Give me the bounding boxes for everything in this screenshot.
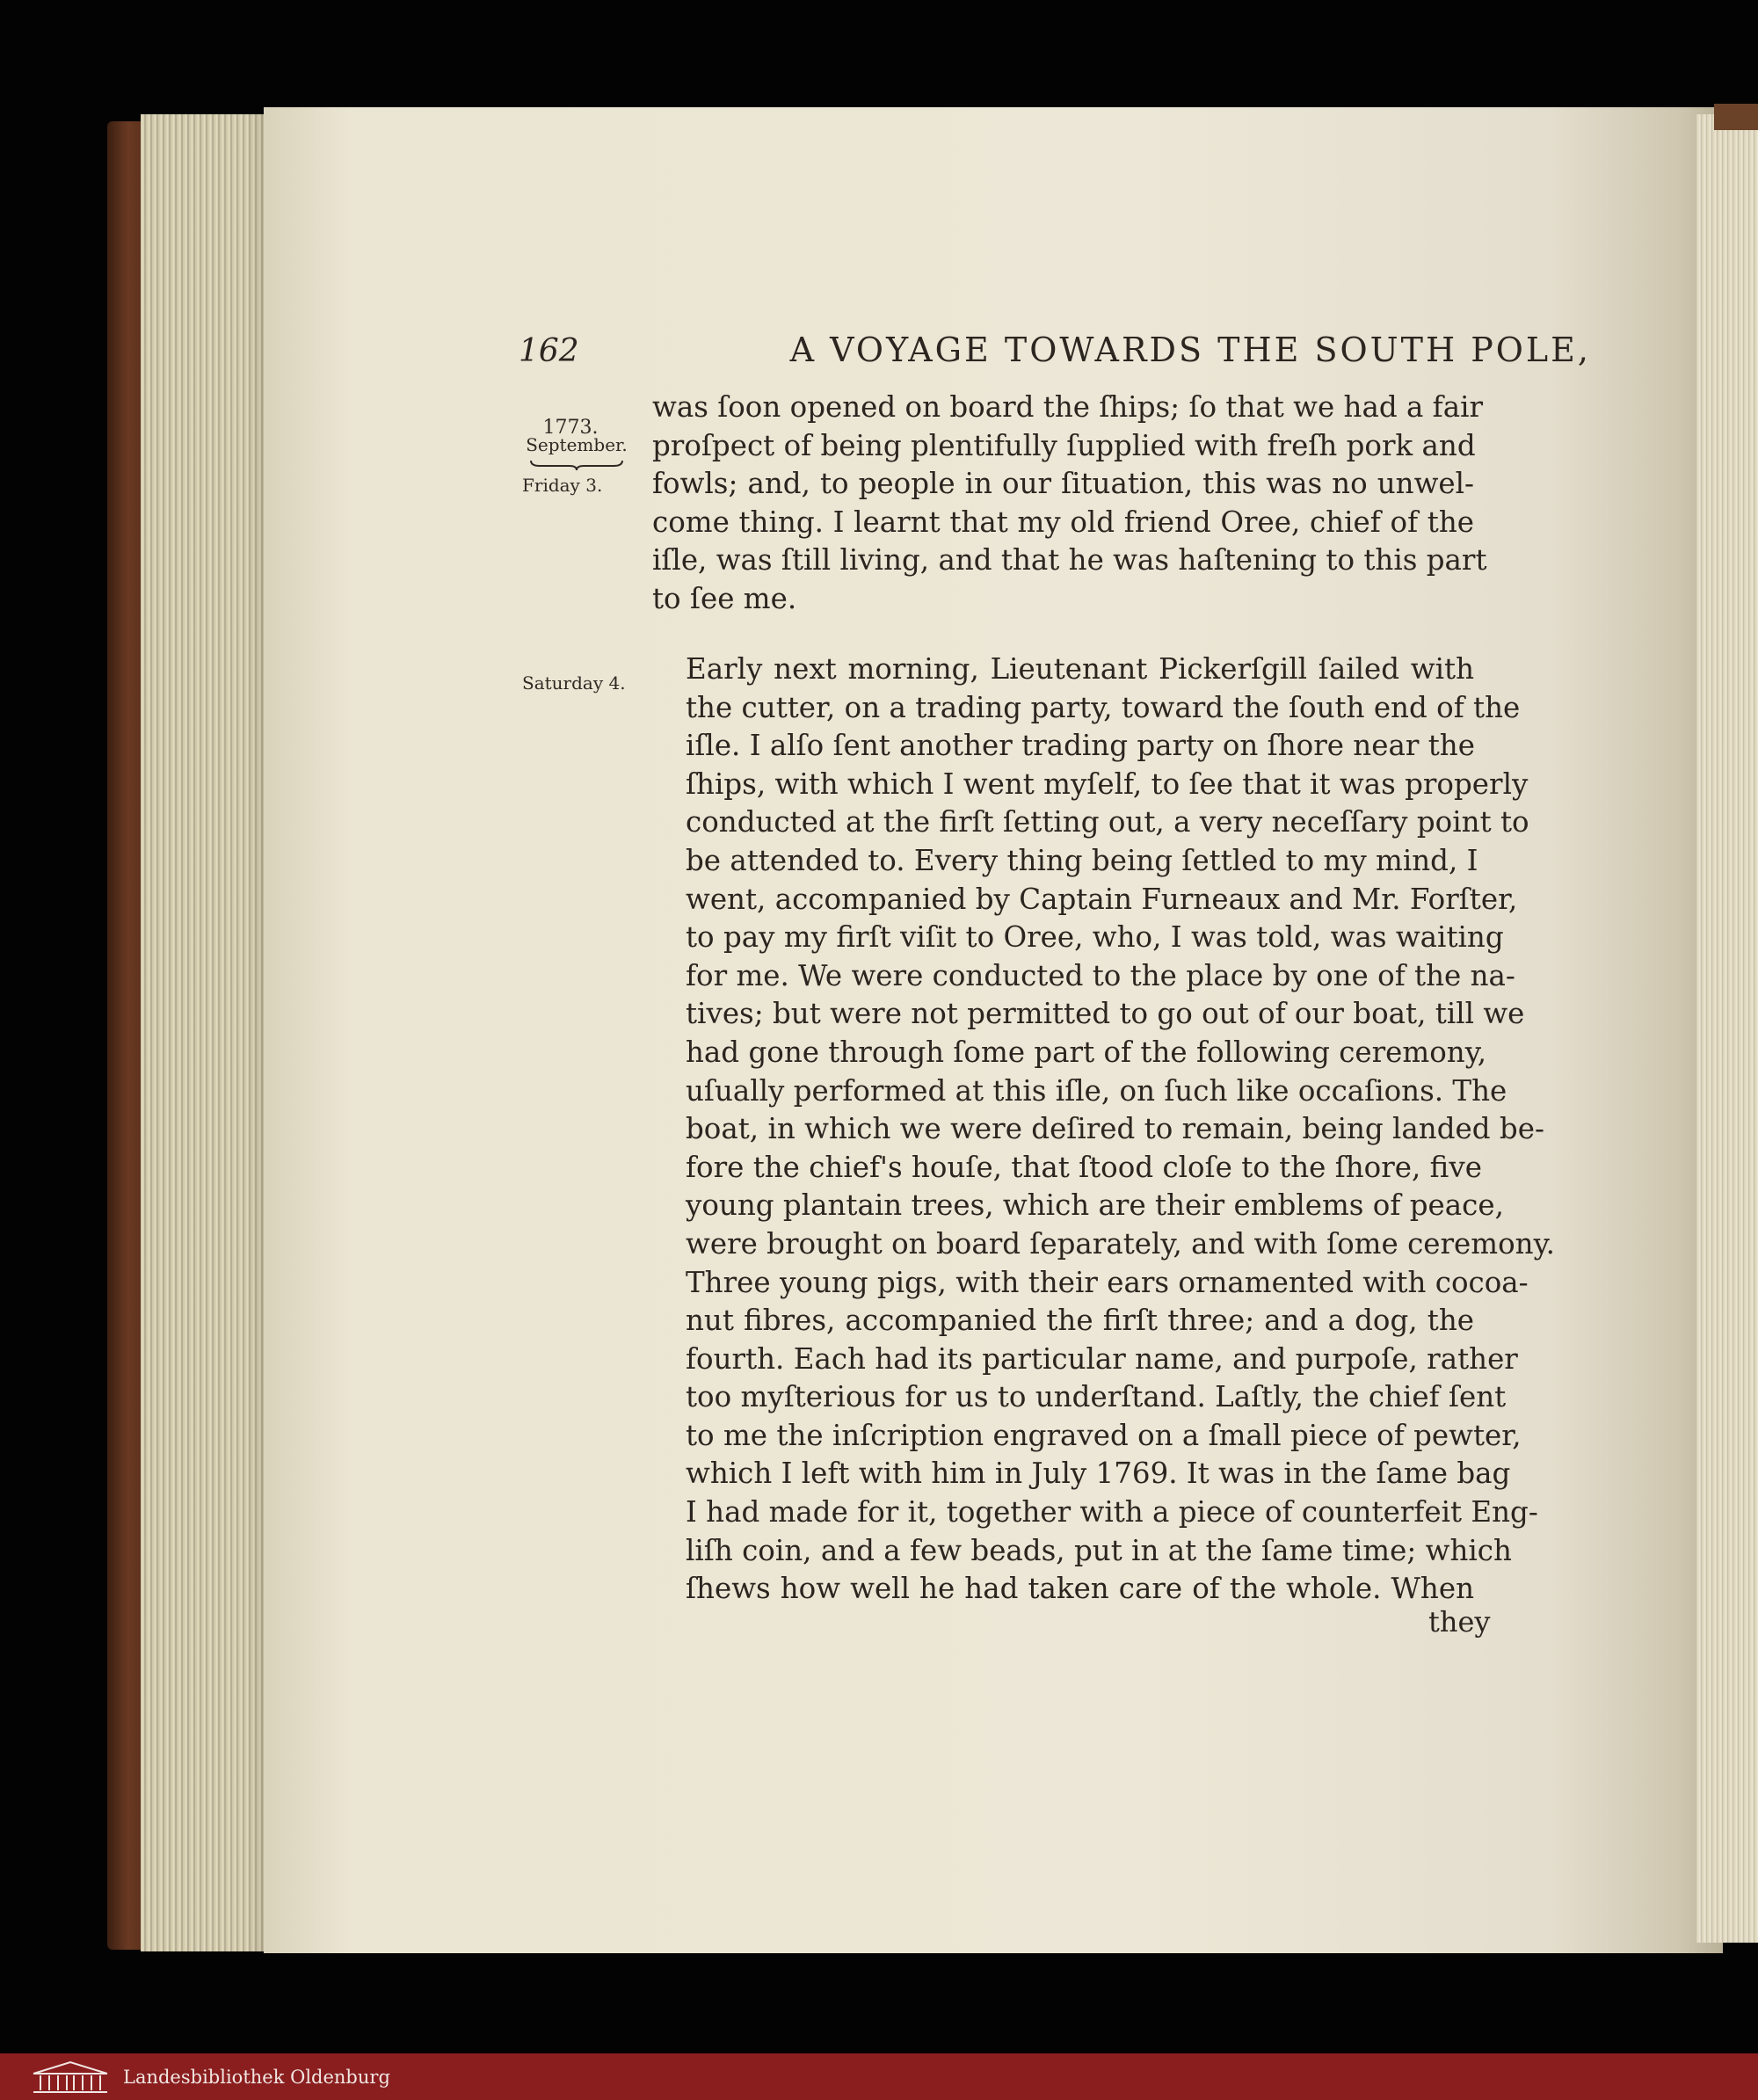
text-line: proſpect of being plentifully ſupplied with freſh pork and: [652, 428, 1476, 462]
text-line: young plantain trees, which are their emblems of peace,: [686, 1188, 1504, 1223]
text-line: iſle, was ſtill living, and that he was haſtening to this part: [652, 543, 1487, 578]
paragraph-2: [652, 650, 1555, 1609]
text-line: ſhews how well he had taken care of the whole. When: [686, 1572, 1474, 1606]
margin-note-day-saturday: Saturday 4.: [522, 672, 626, 694]
text-line: the cutter, on a trading party, toward the ſouth end of the: [686, 690, 1521, 724]
binding-band: [1714, 104, 1758, 130]
text-line: uſually performed at this iſle, on ſuch like occaſions. The: [686, 1073, 1507, 1108]
text-line: come thing. I learnt that my old friend Oree, chief of the: [652, 505, 1474, 539]
text-line: too myſterious for us to underſtand. Laſtly, the chief ſent: [686, 1380, 1507, 1414]
page-number: 162: [519, 333, 579, 369]
text-line: was ſoon opened on board the ſhips; ſo that we had a fair: [652, 390, 1484, 424]
text-line: for me. We were conducted to the place by one of the na-: [686, 958, 1515, 992]
text-line: to me the inſcription engraved on a ſmall piece of pewter,: [686, 1418, 1522, 1452]
text-line: to ſee me.: [652, 581, 797, 615]
text-line: fourth. Each had its particular name, and purpoſe, rather: [686, 1341, 1518, 1376]
text-line: to pay my firſt viſit to Oree, who, I was told, was waiting: [686, 920, 1504, 955]
text-line: conducted at the firſt ſetting out, a very neceſſary point to: [686, 805, 1529, 839]
text-line: went, accompanied by Captain Furneaux and Mr. Forſter,: [686, 882, 1518, 916]
text-line: liſh coin, and a few beads, put in at the ſame time; which: [686, 1533, 1512, 1567]
text-line: I had made for it, together with a piece of counterfeit Eng-: [686, 1495, 1538, 1530]
text-line: ſhips, with which I went myſelf, to ſee that it was properly: [686, 767, 1529, 801]
text-line: be attended to. Every thing being ſettled to my mind, I: [686, 843, 1478, 877]
footer-bar: [0, 2053, 1758, 2100]
text-line: Early next morning, Lieutenant Pickerſgill ſailed with: [686, 652, 1474, 686]
margin-brace: [529, 459, 624, 471]
paragraph-1: [652, 389, 1487, 619]
margin-note-month: September.: [526, 434, 628, 455]
catchword: they: [1428, 1605, 1491, 1639]
text-line: Three young pigs, with their ears ornamented with cocoa-: [686, 1265, 1529, 1299]
text-line: boat, in which we were deſired to remain, being landed be-: [686, 1112, 1544, 1146]
text-line: which I left with him in July 1769. It was in the ſame bag: [686, 1457, 1511, 1491]
text-line: iſle. I alſo ſent another trading party on ſhore near the: [686, 729, 1475, 763]
text-line: were brought on board ſeparately, and with ſome ceremony.: [686, 1226, 1555, 1261]
library-name: Landesbibliothek Oldenburg: [123, 2066, 390, 2088]
text-line: tives; but were not permitted to go out of our boat, till we: [686, 997, 1525, 1031]
text-line: had gone through ſome part of the following ceremony,: [686, 1035, 1487, 1069]
margin-note-year: 1773.: [542, 417, 599, 439]
text-line: nut fibres, accompanied the firſt three; and a dog, the: [686, 1304, 1474, 1338]
running-head-title: A VOYAGE TOWARDS THE SOUTH POLE,: [789, 331, 1591, 369]
text-line: fowls; and, to people in our ſituation, this was no unwel-: [652, 467, 1474, 501]
page-stack-right: [1696, 114, 1758, 1943]
running-head: [519, 331, 1591, 369]
margin-note-day-friday: Friday 3.: [522, 475, 603, 496]
library-building-icon: [30, 2060, 111, 2095]
text-line: fore the chief's houſe, that ſtood cloſe to the ſhore, five: [686, 1150, 1482, 1184]
